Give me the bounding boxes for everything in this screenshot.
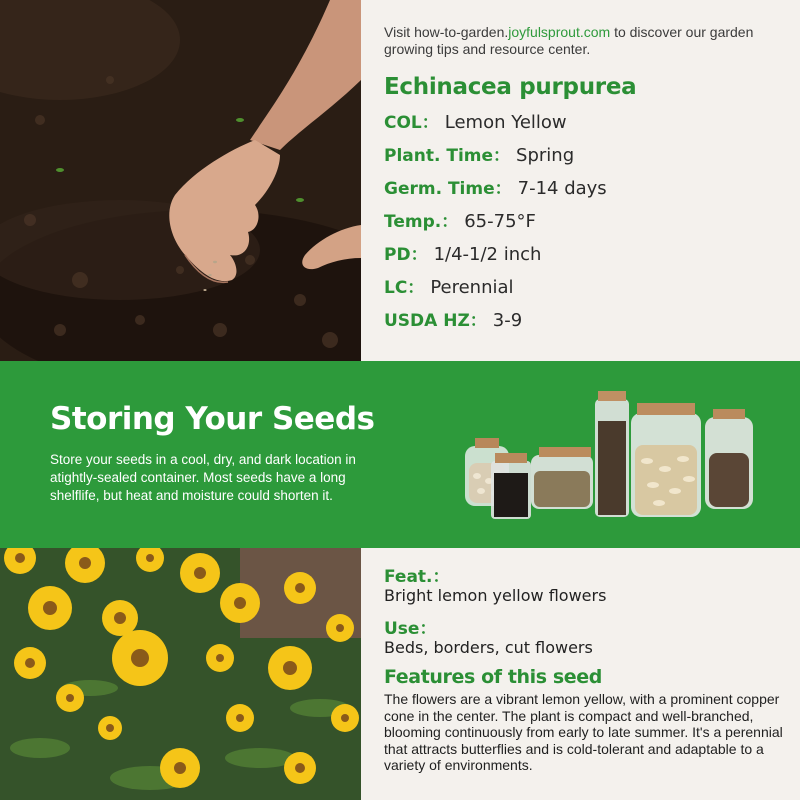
brand-link[interactable]: joyfulsprout.com [508,24,611,40]
spec-color [384,108,784,141]
features-title: Features of this seed [384,666,602,688]
spec-label: Germ. Time： [384,179,512,199]
spec-life-cycle [384,273,784,306]
spec-label: LC： [384,278,425,298]
spec-label: PD： [384,245,428,265]
spec-temp [384,207,784,240]
feature-value: Bright lemon yellow flowers [384,586,607,605]
spec-label: Plant. Time： [384,146,511,166]
use-label: Use： [384,619,437,639]
spec-value: 3-9 [492,310,523,331]
spec-value: Perennial [430,277,514,298]
spec-label: Temp.： [384,212,459,232]
intro-text [384,24,784,58]
storing-title: Storing Your Seeds [50,401,375,437]
spec-germ-time [384,174,784,207]
intro-suffix: to discover our garden growing tips and resource center. [384,24,754,57]
product-info [384,24,784,339]
spec-value: Lemon Yellow [444,112,567,133]
spec-value: Spring [516,145,575,166]
spec-label: COL： [384,113,439,133]
storing-text: Store your seeds in a cool, dry, and dark location in atightly-sealed container. Most seeds have a long shelflife, but heat and moisture could shorten it. [50,452,356,503]
soil-sowing-photo [0,0,361,361]
product-details [384,562,784,774]
spec-usda-zone [384,306,784,339]
spec-planting-depth [384,240,784,273]
feature-label: Feat.： [384,567,450,587]
seed-jars-image [455,381,760,531]
spec-plant-time [384,141,784,174]
intro-prefix: Visit how-to-garden. [384,24,509,40]
spec-value: 7-14 days [517,178,607,199]
features-text: The flowers are a vibrant lemon yellow, with a prominent copper cone in the center. The plant is compact and well-branched, blooming continuously from early to late summer. It's a perennial that attracts butterflies and is cold-tolerant and adaptable to a variety of environments. [384,691,783,773]
spec-value: 1/4-1/2 inch [433,244,542,265]
spec-list [384,108,784,339]
yellow-coneflower-photo [0,548,361,800]
species-name: Echinacea purpurea [384,74,637,100]
spec-value: 65-75°F [464,211,536,232]
spec-label: USDA HZ： [384,311,487,331]
top-section [0,0,800,361]
use-value: Beds, borders, cut flowers [384,638,593,657]
storing-seeds-band [0,361,800,548]
